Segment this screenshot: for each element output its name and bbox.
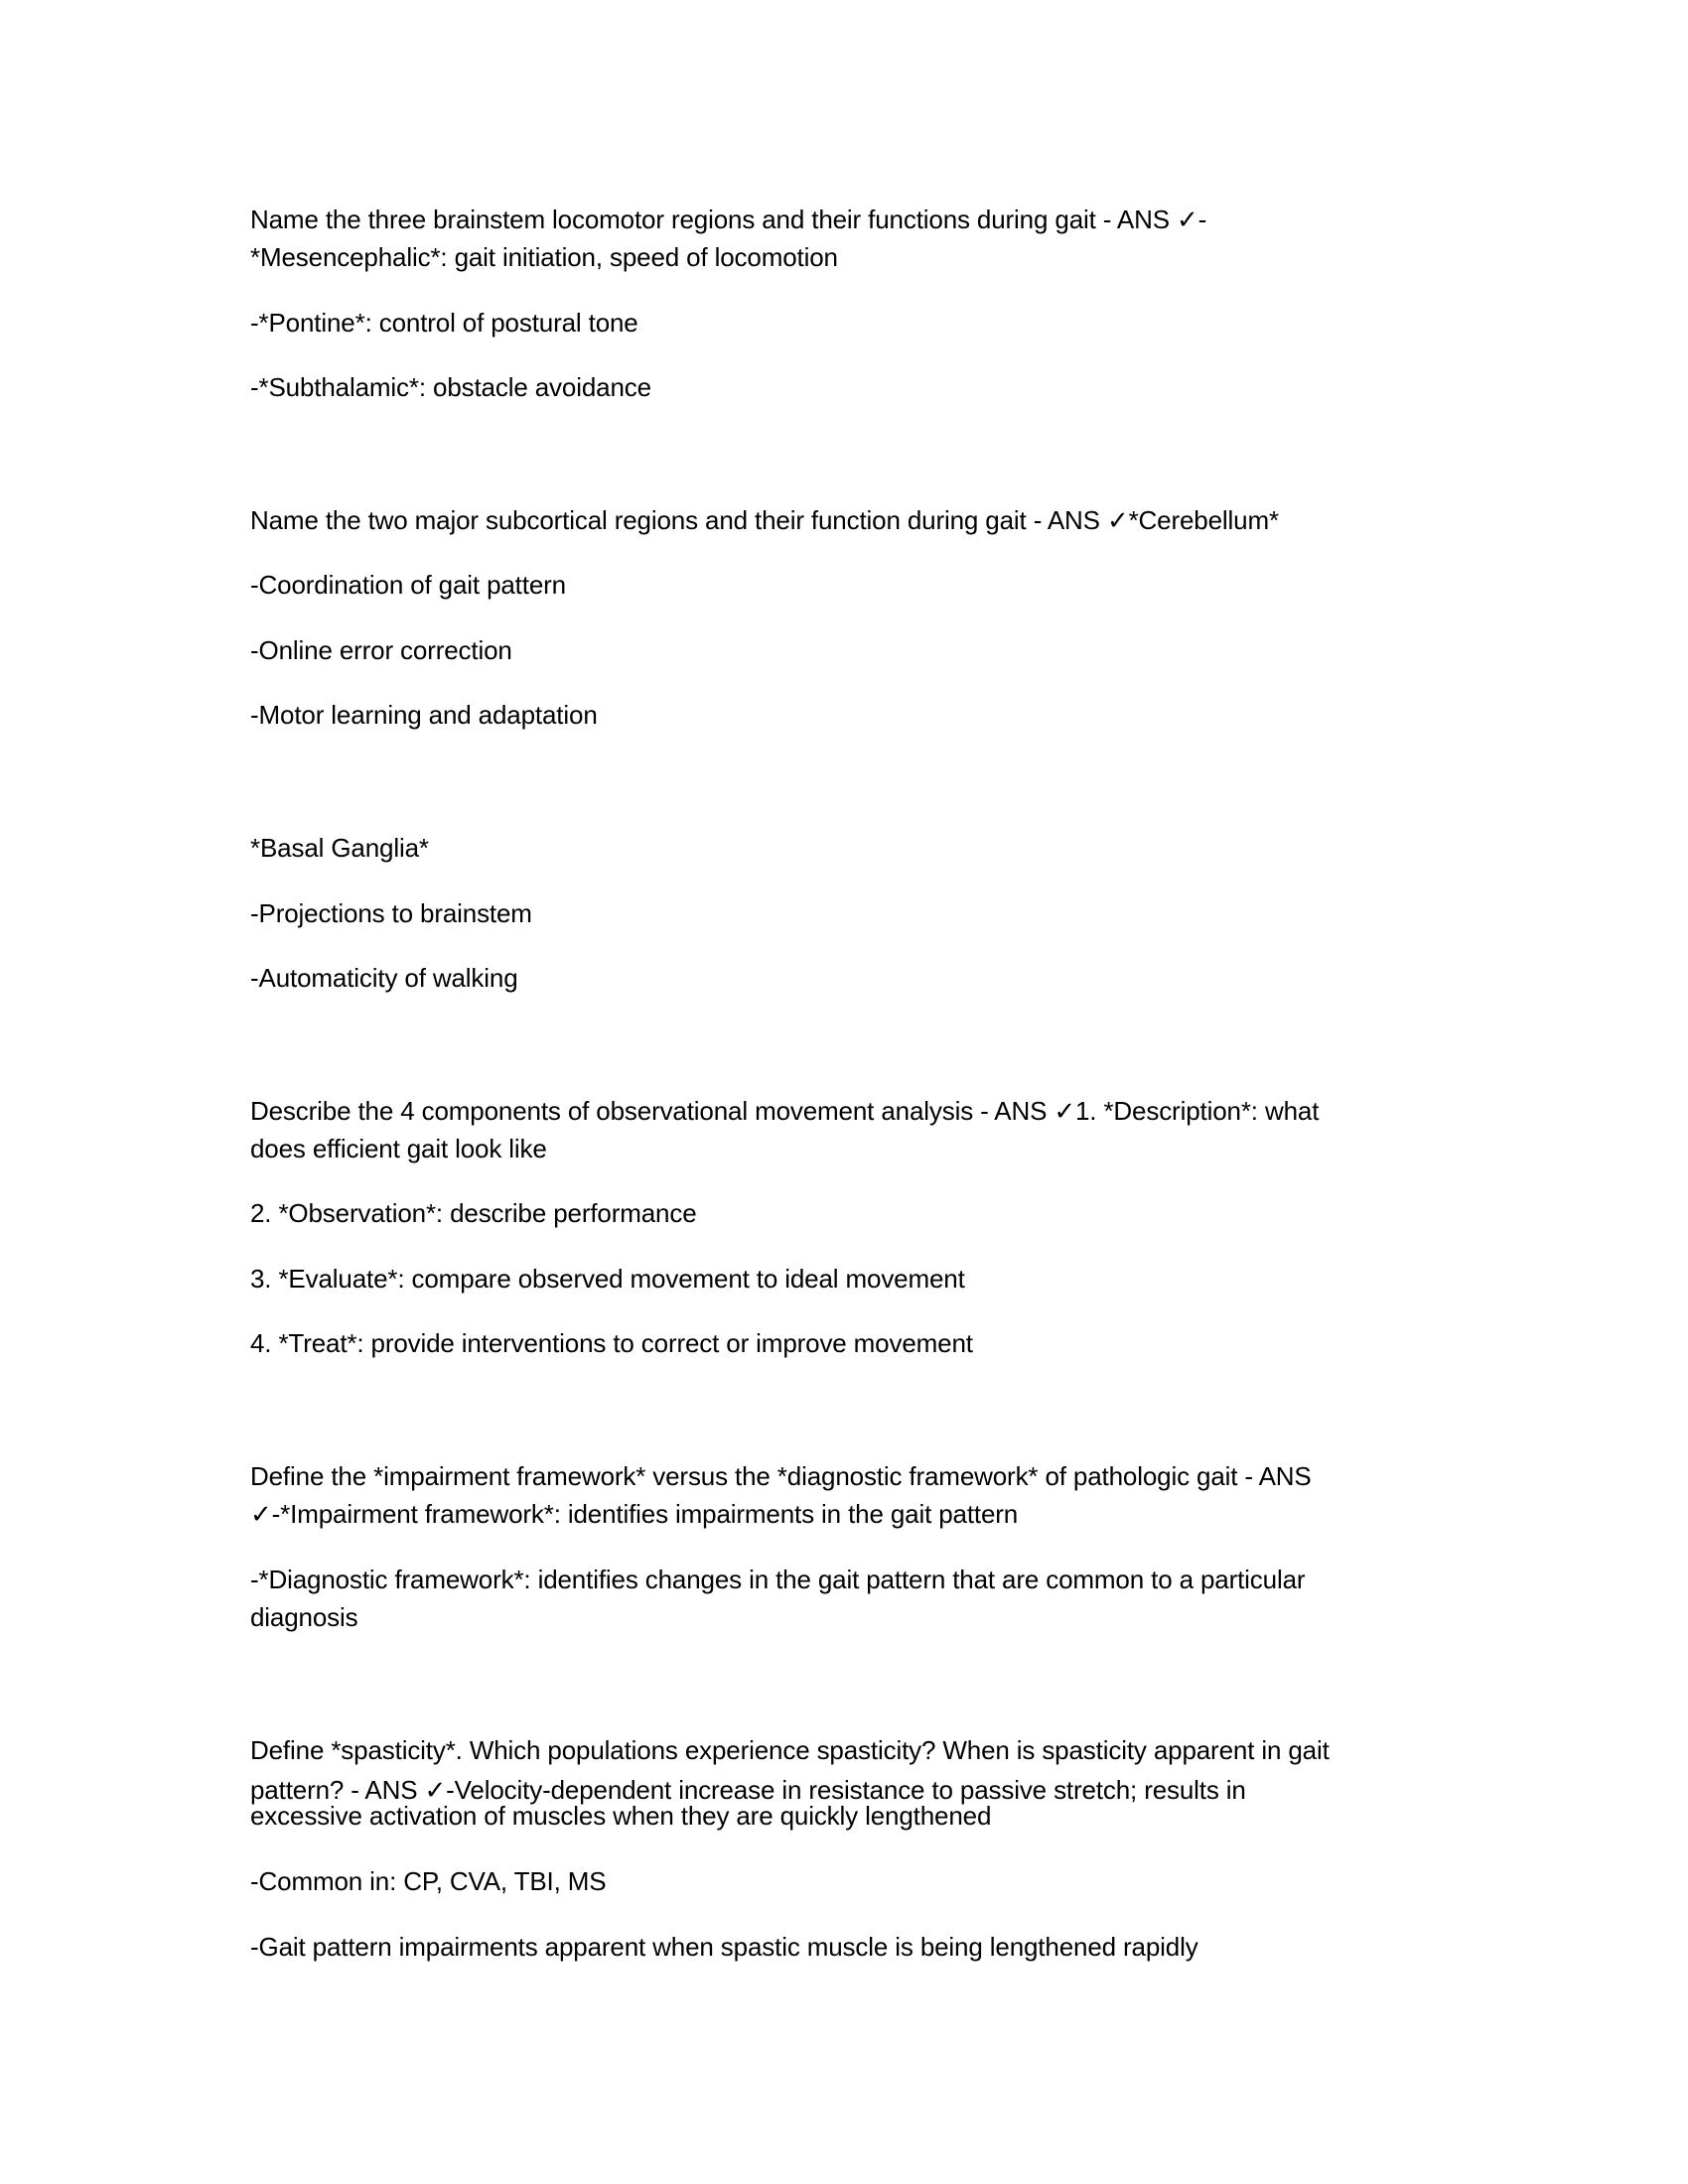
question-text: Name the three brainstem locomotor regions and their functions during gait - ANS: [250, 205, 1178, 234]
answer-line: -Gait pattern impairments apparent when spastic muscle is being lengthened rapidly: [250, 1932, 1198, 1962]
question-text: Name the two major subcortical regions and their function during gait - ANS: [250, 505, 1107, 535]
check-mark-icon: ✓: [1177, 205, 1198, 235]
answer-text: -*Impairment framework*: identifies impairments in the gait pattern: [271, 1499, 1019, 1529]
answer-line: -Online error correction: [250, 635, 512, 665]
question-line: [250, 205, 1206, 234]
answer-line: does efficient gait look like: [250, 1134, 547, 1163]
answer-line: -Motor learning and adaptation: [250, 700, 598, 730]
answer-line: diagnosis: [250, 1602, 358, 1632]
answer-subheading: *Basal Ganglia*: [250, 833, 429, 863]
answer-line: 2. *Observation*: describe performance: [250, 1198, 697, 1228]
answer-line: -*Pontine*: control of postural tone: [250, 308, 638, 338]
answer-line: -Coordination of gait pattern: [250, 570, 566, 600]
question-line: Define the *impairment framework* versus the *diagnostic framework* of pathologic gait - ANS: [250, 1461, 1312, 1491]
answer-line: 4. *Treat*: provide interventions to correct or improve movement: [250, 1328, 973, 1358]
question-line: [250, 505, 1279, 535]
answer-line: -Automaticity of walking: [250, 963, 518, 993]
answer-line: excessive activation of muscles when they are quickly lengthened: [250, 1801, 992, 1831]
question-line: [250, 1096, 1319, 1126]
answer-line: -*Subthalamic*: obstacle avoidance: [250, 372, 651, 402]
answer-line: *Mesencephalic*: gait initiation, speed of locomotion: [250, 242, 838, 272]
check-mark-icon: ✓: [250, 1500, 272, 1530]
answer-line: -*Diagnostic framework*: identifies changes in the gait pattern that are common to a particular: [250, 1565, 1306, 1594]
question-line: Define *spasticity*. Which populations experience spasticity? When is spasticity apparent in gait: [250, 1735, 1330, 1765]
answer-text: -: [1197, 205, 1207, 234]
answer-line: [250, 1499, 1018, 1529]
answer-line: 3. *Evaluate*: compare observed movement to ideal movement: [250, 1264, 965, 1294]
answer-text: *Cerebellum*: [1128, 505, 1279, 535]
question-text: pattern? - ANS: [250, 1775, 425, 1805]
answer-text: -Velocity-dependent increase in resistance to passive stretch; results in: [446, 1775, 1246, 1805]
check-mark-icon: ✓: [1106, 506, 1129, 536]
answer-line: -Projections to brainstem: [250, 898, 532, 928]
question-text: Describe the 4 components of observational movement analysis - ANS: [250, 1096, 1055, 1126]
check-mark-icon: ✓: [424, 1776, 447, 1806]
answer-line: -Common in: CP, CVA, TBI, MS: [250, 1866, 607, 1896]
answer-text: 1. *Description*: what: [1075, 1096, 1320, 1126]
check-mark-icon: ✓: [1054, 1097, 1075, 1127]
